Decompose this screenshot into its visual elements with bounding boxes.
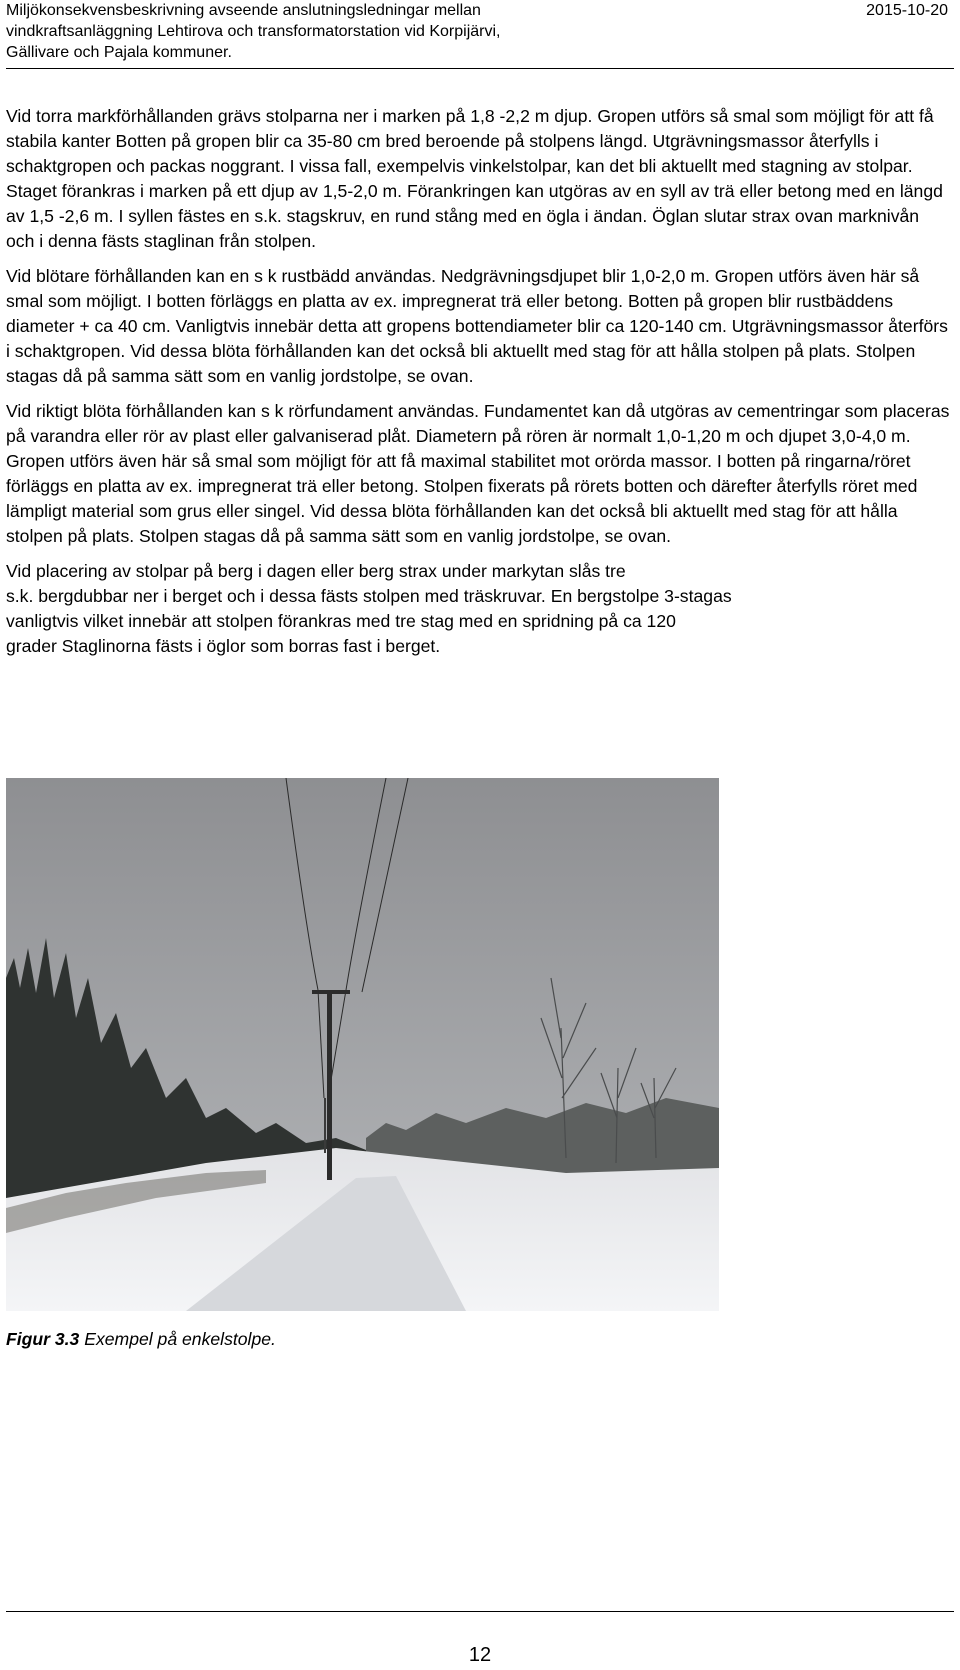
paragraph-wet-conditions: Vid blötare förhållanden kan en s k rustbädd användas. Nedgrävningsdjupet blir 1,0-2,0 m. Gropen utförs även här så smal som möjligt. I botten förläggs en platta av ex. impregnerat trä eller betong. Botten på gropen blir rustbäddens diameter + ca 40 cm. Vanligtvis innebär detta att gropens bottendiameter blir ca 120-140 cm. Utgrävningsmassor återförs i schaktgropen. Vid dessa blöta förhållanden kan det också bli aktuellt med stag för att hålla stolpen på plats. Stolpen stagas då på samma sätt som en vanlig jordstolpe, se ovan.: [6, 266, 948, 386]
figure-photo-power-line: [6, 778, 719, 1311]
document-title-line: Miljökonsekvensbeskrivning avseende anslutningsledningar mellan: [6, 2, 481, 19]
figure-caption-text: Exempel på enkelstolpe.: [79, 1329, 276, 1349]
paragraph-dry-conditions: Vid torra markförhållanden grävs stolparna ner i marken på 1,8 -2,2 m djup. Gropen utförs så smal som möjligt för att få stabila kanter Botten på gropen blir ca 35-80 cm bred beroende på stolpens längd. Utgrävningsmassor återfylls i schaktgropen och packas noggrant. I vissa fall, exempelvis vinkelstolpar, kan det bli aktuellt med stagning av stolpar. Staget förankras i marken på ett djup av 1,5-2,0 m. Förankringen kan utgöras av en syll av trä eller betong med en längd av 1,5 -2,6 m. I syllen fästes en s.k. stagskruv, en rund stång med en ögla i ändan. Öglan slutar strax ovan marknivån och i denna fästs staglinan från stolpen.: [6, 106, 943, 251]
winter-landscape-photo: [6, 778, 719, 1311]
document-title: [6, 0, 646, 63]
paragraph-rock-placement: [6, 559, 951, 659]
figure-label: Figur 3.3: [6, 1329, 80, 1349]
paragraph-line: Vid placering av stolpar på berg i dagen eller berg strax under markytan slås tre: [6, 561, 626, 581]
document-title-line: Gällivare och Pajala kommuner.: [6, 44, 232, 61]
page-header: [6, 0, 954, 64]
paragraph-line: vanligtvis vilket innebär att stolpen förankras med tre stag med en spridning på ca 120: [6, 611, 676, 631]
paragraph-line: grader Staglinorna fästs i öglor som borras fast i berget.: [6, 636, 441, 656]
document-date: 2015-10-20: [866, 2, 948, 19]
figure-caption: [6, 1327, 276, 1351]
distant-power-pole: [324, 1098, 326, 1153]
paragraph-very-wet-conditions: Vid riktigt blöta förhållanden kan s k rörfundament användas. Fundamentet kan då utgöras av cementringar som placeras på varandra eller rör av plast eller galvaniserad plåt. Diametern på rören är normalt 1,0-1,20 m och djupet 3,0-4,0 m. Gropen utförs även här så smal som möjligt för att få maximal stabilitet mot orörda massor. I botten på ringarna/röret förläggs en platta av ex. impregnerat trä eller betong. Stolpen fixerats på rörets botten och därefter återfylls röret med lämpligt material som grus eller singel. Vid dessa blöta förhållanden kan det också bli aktuellt med stag för att hålla stolpen på plats. Stolpen stagas då på samma sätt som en vanlig jordstolpe, se ovan.: [6, 401, 950, 546]
paragraph-line: s.k. bergdubbar ner i berget och i dessa fästs stolpen med träskruvar. En bergstolpe 3-stagas: [6, 586, 732, 606]
document-title-line: vindkraftsanläggning Lehtirova och transformatorstation vid Korpijärvi,: [6, 23, 501, 40]
body-text: [6, 104, 951, 659]
header-divider: [6, 68, 954, 69]
footer-divider: [6, 1611, 954, 1612]
page-number: 12: [468, 1644, 492, 1666]
